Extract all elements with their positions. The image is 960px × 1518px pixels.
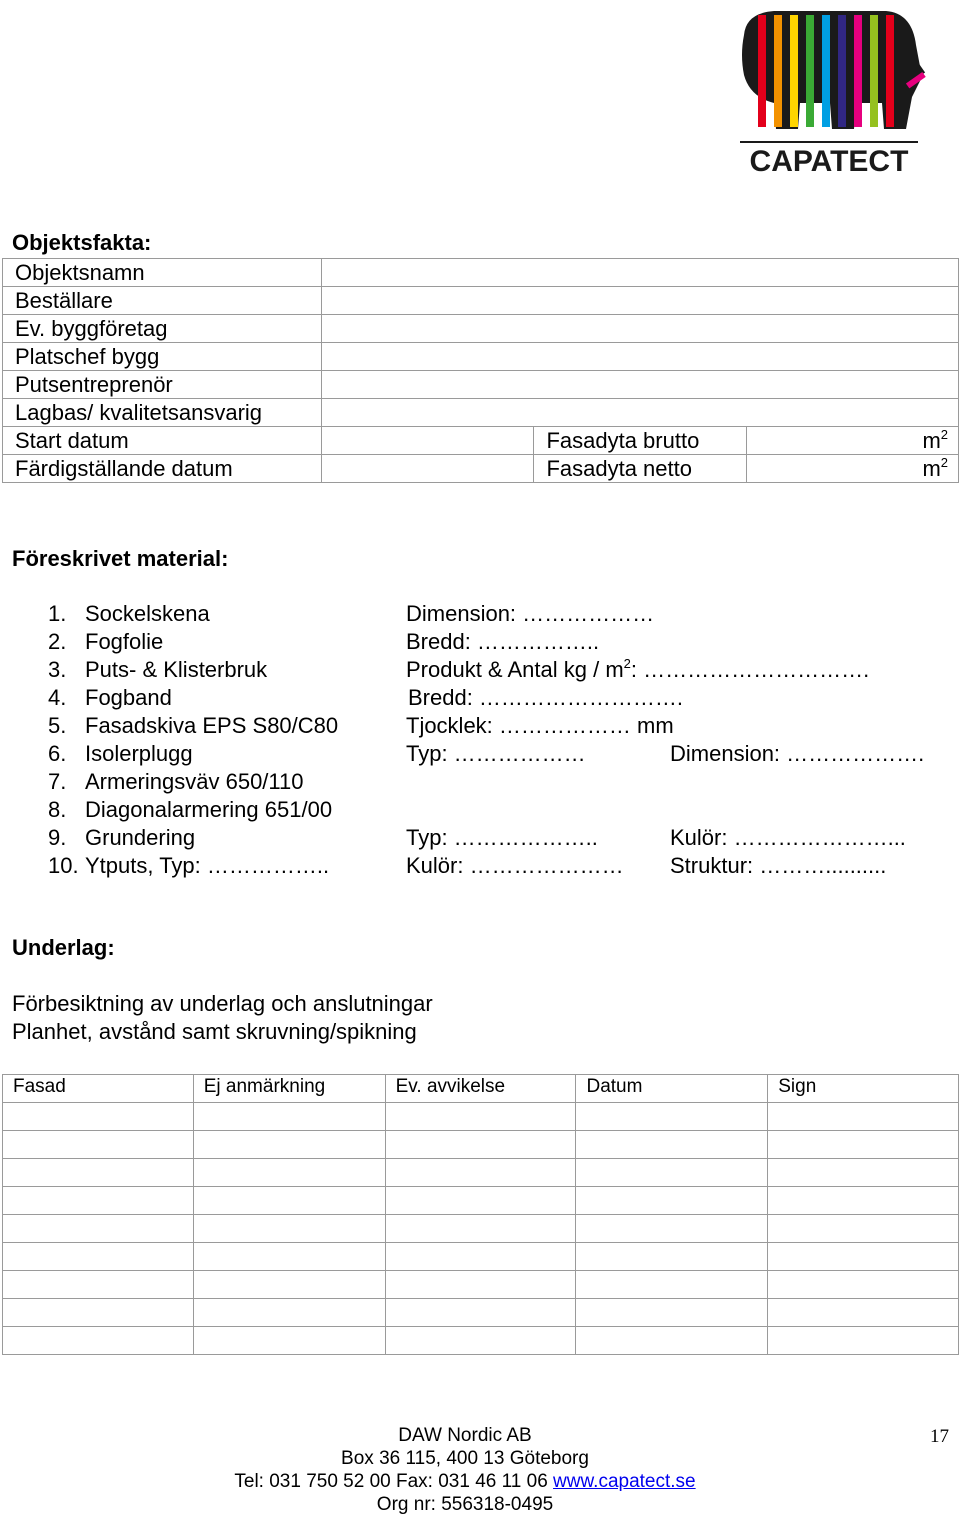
row-label: Platschef bygg (3, 343, 322, 371)
fardigstallande-field[interactable] (321, 455, 534, 483)
start-datum-field[interactable] (321, 427, 534, 455)
table-row (3, 287, 959, 315)
table-cell[interactable] (576, 1131, 768, 1159)
table-cell[interactable] (576, 1187, 768, 1215)
list-item: 6. Isolerplugg Typ: ……………… Dimension: ………………. (48, 741, 925, 766)
table-cell[interactable] (3, 1159, 194, 1187)
list-item: 9. Grundering Typ: ……………….. Kulör: …………………... (48, 825, 906, 850)
table-cell[interactable] (193, 1131, 385, 1159)
table-header-row (3, 1075, 959, 1103)
table-cell[interactable] (768, 1131, 959, 1159)
footer-contact: Tel: 031 750 52 00 Fax: 031 46 11 06 www.capatect.se (234, 1471, 696, 1492)
brutto-field[interactable]: $m^2$ (747, 427, 959, 455)
fardigstallande-label: Färdigställande datum (3, 455, 322, 483)
list-item: 2. Fogfolie Bredd: …………….. (48, 629, 600, 654)
table-cell[interactable] (576, 1327, 768, 1355)
column-header-datum: Datum (576, 1075, 768, 1103)
table-cell[interactable] (385, 1103, 576, 1131)
column-header-fasad: Fasad (3, 1075, 194, 1103)
list-item: 3. Puts- & Klisterbruk Produkt & Antal kg / $m^2$: …………………………. (48, 656, 870, 682)
capatect-logo (736, 5, 926, 177)
column-header-ej-anmarkning: Ej anmärkning (193, 1075, 385, 1103)
logo-stripe (822, 15, 830, 127)
table-row (3, 1159, 959, 1187)
table-cell[interactable] (3, 1271, 194, 1299)
underlag-line-2: Planhet, avstånd samt skruvning/spikning (12, 1019, 417, 1044)
table-cell[interactable] (768, 1103, 959, 1131)
table-cell[interactable] (193, 1215, 385, 1243)
page-number: 17 (930, 1426, 949, 1447)
table-cell[interactable] (3, 1103, 194, 1131)
table-row (3, 1271, 959, 1299)
table-cell[interactable] (193, 1159, 385, 1187)
bestallare-field[interactable] (321, 287, 958, 315)
table-cell[interactable] (3, 1299, 194, 1327)
column-header-ev-avvikelse: Ev. avvikelse (385, 1075, 576, 1103)
table-row (3, 455, 959, 483)
row-label: Lagbas/ kvalitetsansvarig (3, 399, 322, 427)
table-row (3, 427, 959, 455)
list-item: 5. Fasadskiva EPS S80/C80 Tjocklek: ……………… mm (48, 713, 674, 738)
objektsfakta-table (2, 258, 959, 483)
row-label: Ev. byggföretag (3, 315, 322, 343)
logo-stripe (870, 15, 878, 127)
logo-stripe (886, 15, 894, 127)
table-row (3, 1131, 959, 1159)
table-row (3, 1299, 959, 1327)
table-row (3, 1215, 959, 1243)
table-cell[interactable] (768, 1243, 959, 1271)
table-cell[interactable] (385, 1327, 576, 1355)
table-cell[interactable] (193, 1327, 385, 1355)
table-row (3, 1103, 959, 1131)
list-item: 8. Diagonalarmering 651/00 (48, 797, 333, 822)
logo-stripe (838, 15, 846, 127)
table-row (3, 1327, 959, 1355)
table-row (3, 1187, 959, 1215)
table-cell[interactable] (3, 1243, 194, 1271)
logo-stripe (758, 15, 766, 127)
table-cell[interactable] (576, 1299, 768, 1327)
netto-label: Fasadyta netto (534, 455, 747, 483)
table-cell[interactable] (385, 1187, 576, 1215)
byggforetag-field[interactable] (321, 315, 958, 343)
list-item: 1. Sockelskena Dimension: ……………… (48, 601, 655, 626)
logo-stripe (790, 15, 798, 127)
table-cell[interactable] (768, 1187, 959, 1215)
table-cell[interactable] (3, 1327, 194, 1355)
table-cell[interactable] (385, 1271, 576, 1299)
table-cell[interactable] (576, 1215, 768, 1243)
table-cell[interactable] (193, 1187, 385, 1215)
table-row (3, 315, 959, 343)
brutto-label: Fasadyta brutto (534, 427, 747, 455)
table-cell[interactable] (193, 1103, 385, 1131)
putsentreprenor-field[interactable] (321, 371, 958, 399)
table-row (3, 371, 959, 399)
table-cell[interactable] (768, 1159, 959, 1187)
table-cell[interactable] (385, 1131, 576, 1159)
table-cell[interactable] (3, 1187, 194, 1215)
table-cell[interactable] (385, 1243, 576, 1271)
logo-text: CAPATECT (749, 145, 909, 177)
table-cell[interactable] (3, 1215, 194, 1243)
table-cell[interactable] (768, 1215, 959, 1243)
footer-address: Box 36 115, 400 13 Göteborg (341, 1448, 589, 1469)
table-cell[interactable] (193, 1243, 385, 1271)
column-header-sign: Sign (768, 1075, 959, 1103)
table-cell[interactable] (193, 1299, 385, 1327)
website-link[interactable]: www.capatect.se (553, 1471, 696, 1492)
table-cell[interactable] (3, 1131, 194, 1159)
table-row (3, 343, 959, 371)
footer-org: Org nr: 556318-0495 (376, 1494, 554, 1515)
row-label: Beställare (3, 287, 322, 315)
netto-field[interactable]: $m^2$ (747, 455, 959, 483)
table-cell[interactable] (576, 1103, 768, 1131)
table-cell[interactable] (193, 1271, 385, 1299)
table-cell[interactable] (385, 1215, 576, 1243)
table-row (3, 399, 959, 427)
list-item: 7. Armeringsväv 650/110 (48, 769, 304, 794)
table-cell[interactable] (385, 1299, 576, 1327)
inspection-table (2, 1074, 959, 1355)
logo-stripe (774, 15, 782, 127)
table-cell[interactable] (768, 1327, 959, 1355)
material-heading: Föreskrivet material: (12, 546, 229, 571)
list-item: 4. Fogband Bredd: ………………………. (48, 685, 684, 710)
table-row (3, 1243, 959, 1271)
footer-company: DAW Nordic AB (398, 1425, 532, 1446)
row-label: Objektsnamn (3, 259, 322, 287)
table-cell[interactable] (576, 1271, 768, 1299)
logo-stripe (806, 15, 814, 127)
table-cell[interactable] (576, 1243, 768, 1271)
table-cell[interactable] (768, 1271, 959, 1299)
table-cell[interactable] (768, 1299, 959, 1327)
underlag-heading: Underlag: (12, 935, 115, 960)
table-cell[interactable] (576, 1159, 768, 1187)
underlag-line-1: Förbesiktning av underlag och anslutningar (12, 991, 433, 1016)
platschef-field[interactable] (321, 343, 958, 371)
table-cell[interactable] (385, 1159, 576, 1187)
table-row (3, 259, 959, 287)
list-item: 10. Ytputs, Typ: …………….. Kulör: ………………… Struktur: ……….......... (48, 853, 887, 878)
start-datum-label: Start datum (3, 427, 322, 455)
objektsnamn-field[interactable] (321, 259, 958, 287)
logo-stripe (854, 15, 862, 127)
row-label: Putsentreprenör (3, 371, 322, 399)
objektsfakta-heading: Objektsfakta: (12, 230, 152, 255)
lagbas-field[interactable] (321, 399, 958, 427)
